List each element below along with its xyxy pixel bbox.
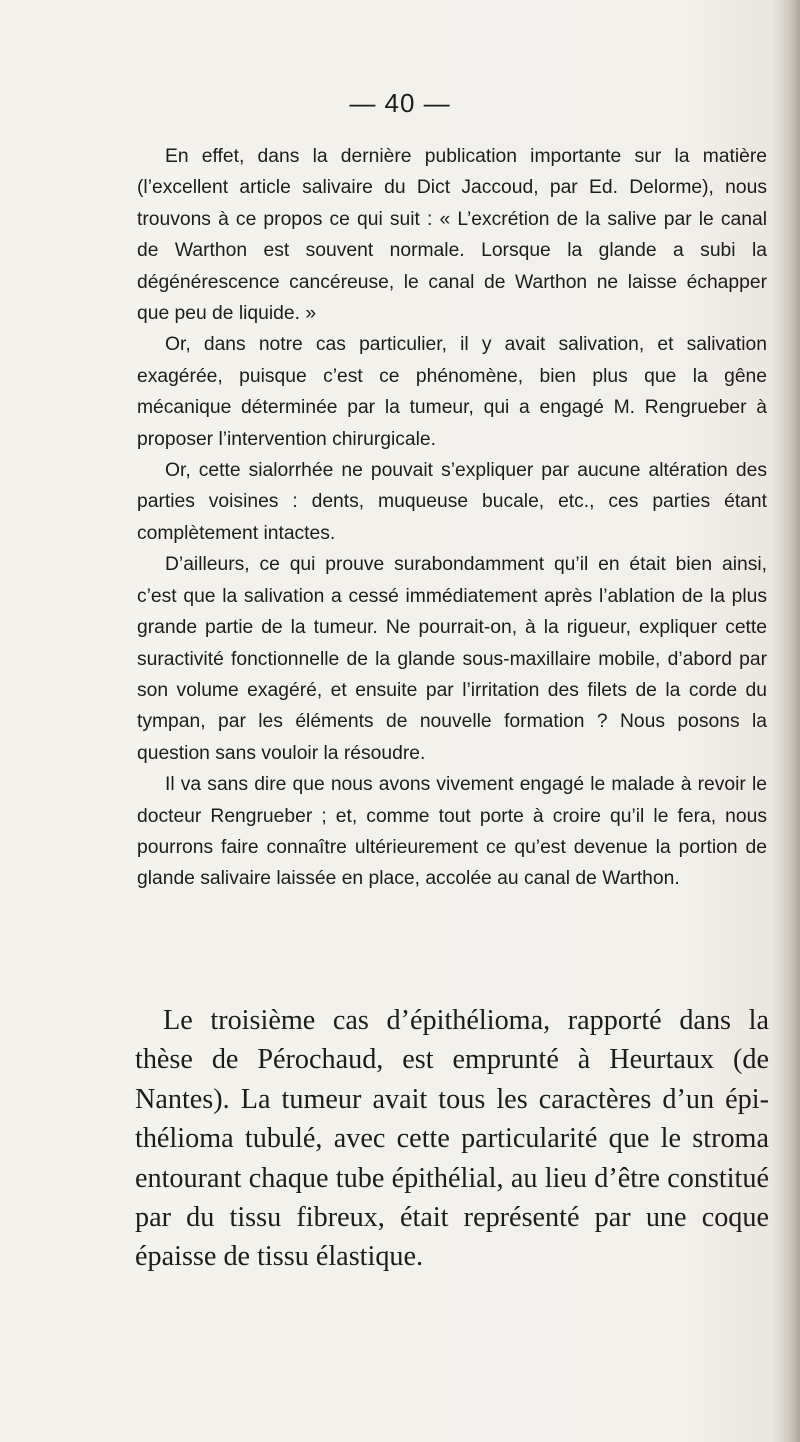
paragraph-4: D’ailleurs, ce qui prouve surabondamment qu’il en était bien ainsi, c’est que la salivation a cessé immédiatement après l’ablation de la plus grande partie de la tumeur. Ne pourrait-on, à la rigueur, expliquer cette suractivité fonctionnelle de la glande sous-maxillaire mobile, d’abord par son volume exagéré, et ensuite par l’irritation des filets de la corde du tympan, par les éléments de nouvelle formation ? Nous posons la question sans vouloir la résoudre. (137, 554, 767, 764)
third-case-paragraph: Le troisième cas d’épithélioma, rapporté dans la thèse de Pérochaud, est emprunté à Heurtaux (de Nantes). La tumeur avait tous les caractères d’un épithélioma tubulé, avec cette particularité que le stroma entourant chaque tube épithélial, au lieu d’être constitué par du tissu fibreux, était représenté par une coque épaisse de tissu élastique. (135, 1005, 769, 1273)
paragraph-5: Il va sans dire que nous avons vivement engagé le malade à revoir le docteur Rengrueber ; et, comme tout porte à croire qu’il le fera, nous pourrons faire connaître ultérieurement ce qu’est devenue la portion de glande salivaire laissée en place, accolée au canal de Warthon. (137, 774, 767, 890)
third-case-section (135, 1001, 769, 1277)
page-edge-shading (772, 0, 800, 1442)
body-text-section (137, 141, 767, 895)
paragraph-1: En effet, dans la dernière publication importante sur la matière (l’excellent article salivaire du Dict Jaccoud, par Ed. Delorme), nous trouvons à ce propos ce qui suit : « L’excrétion de la salive par le canal de Warthon est souvent normale. Lorsque la glande a subi la dégénérescence cancéreuse, le canal de Warthon ne laisse échapper que peu de liquide. » (137, 146, 767, 325)
paragraph-3: Or, cette sialorrhée ne pouvait s’expliquer par aucune altération des parties voisines : dents, muqueuse bucale, etc., ces parties étant complètement intactes. (137, 460, 767, 544)
page-number: — 40 — (349, 88, 451, 118)
paragraph-2: Or, dans notre cas particulier, il y avait salivation, et salivation exagérée, puisque c’est ce phénomène, bien plus que la gêne mécanique déterminée par la tumeur, qui a engagé M. Rengrueber à proposer l’intervention chirurgicale. (137, 334, 767, 450)
